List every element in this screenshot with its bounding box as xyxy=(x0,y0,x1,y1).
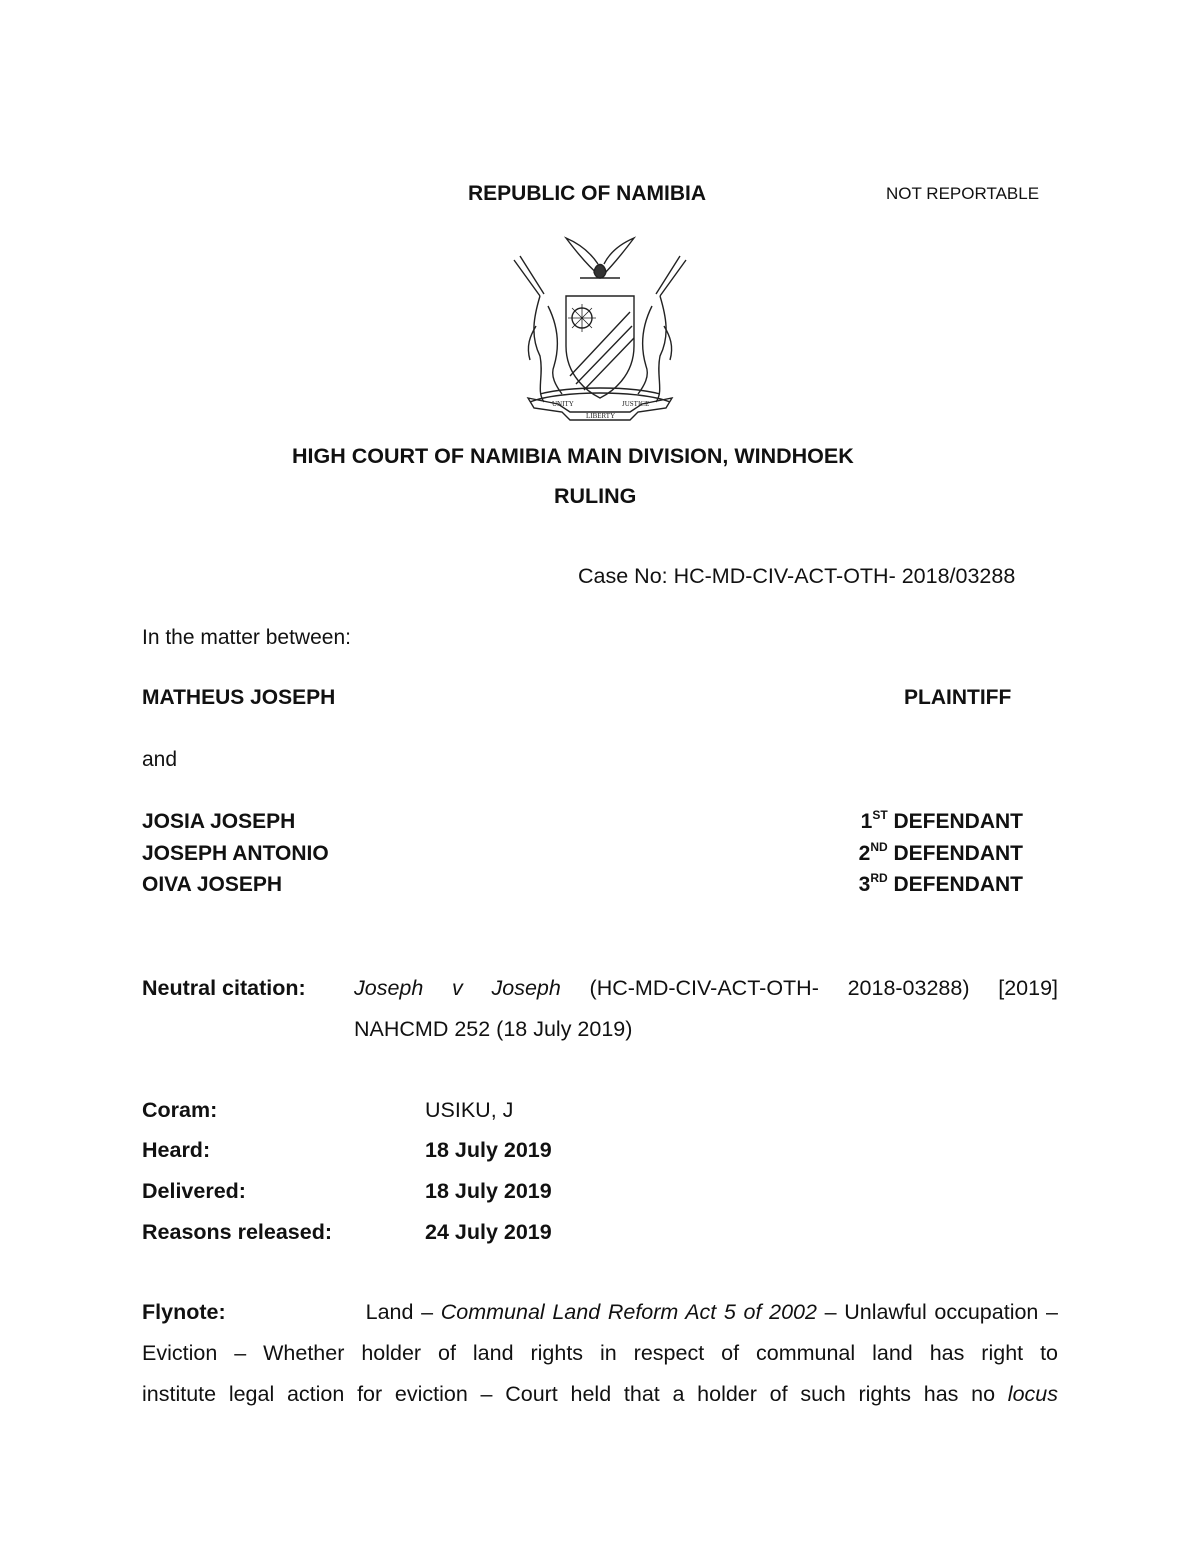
flynote-line-2: Eviction – Whether holder of land rights in respect of communal land has right to xyxy=(142,1341,1058,1365)
citation-line-2: NAHCMD 252 (18 July 2019) xyxy=(354,1017,633,1041)
defendant-2-role xyxy=(859,842,1023,866)
ordinal-suffix: ND xyxy=(870,840,888,854)
defendant-2-name: JOSEPH ANTONIO xyxy=(142,842,329,865)
citation-case-name: Joseph v Joseph xyxy=(354,976,561,1000)
flynote-act-name: Communal Land Reform Act 5 of 2002 xyxy=(440,1300,817,1324)
matter-between: In the matter between: xyxy=(142,626,351,649)
heard-value: 18 July 2019 xyxy=(425,1138,552,1162)
ordinal-suffix: RD xyxy=(870,871,888,885)
ordinal-suffix: ST xyxy=(872,808,888,822)
coram-value: USIKU, J xyxy=(425,1098,514,1122)
flynote-line-1 xyxy=(142,1292,1058,1333)
motto-unity: UNITY xyxy=(552,400,574,408)
defendant-3-name: OIVA JOSEPH xyxy=(142,873,283,896)
defendant-1-name: JOSIA JOSEPH xyxy=(142,810,296,833)
court-heading: HIGH COURT OF NAMIBIA MAIN DIVISION, WINDHOEK xyxy=(292,444,854,468)
plaintiff-role: PLAINTIFF xyxy=(904,686,1012,709)
heard-label: Heard: xyxy=(142,1138,211,1162)
delivered-label: Delivered: xyxy=(142,1179,246,1203)
motto-liberty: LIBERTY xyxy=(586,412,616,420)
coat-of-arms-emblem xyxy=(500,226,700,421)
plaintiff-name: MATHEUS JOSEPH xyxy=(142,686,336,709)
flynote-line-3 xyxy=(142,1374,1058,1415)
flynote-paragraph xyxy=(142,1292,1058,1415)
reasons-released-label: Reasons released: xyxy=(142,1220,333,1244)
and-text: and xyxy=(142,748,178,771)
ordinal: 3 xyxy=(858,873,871,896)
flynote-text: institute legal action for eviction – Court held that a holder of such rights has no xyxy=(142,1382,1008,1406)
ordinal: 1 xyxy=(860,810,873,833)
citation-reference: (HC-MD-CIV-ACT-OTH- 2018-03288) [2019] xyxy=(560,976,1058,1000)
citation-label: Neutral citation: xyxy=(142,976,306,1000)
republic-heading: REPUBLIC OF NAMIBIA xyxy=(468,182,706,205)
role-label: DEFENDANT xyxy=(887,873,1023,896)
role-label: DEFENDANT xyxy=(887,842,1023,865)
role-label: DEFENDANT xyxy=(887,810,1023,833)
reportable-label: NOT REPORTABLE xyxy=(886,184,1040,203)
case-number: Case No: HC-MD-CIV-ACT-OTH- 2018/03288 xyxy=(578,564,1016,588)
delivered-value: 18 July 2019 xyxy=(425,1179,552,1203)
defendant-3-role xyxy=(859,873,1023,897)
flynote-text: – Unlawful occupation – xyxy=(816,1300,1059,1324)
ordinal: 2 xyxy=(858,842,871,865)
flynote-label: Flynote: xyxy=(142,1300,226,1324)
citation-line-1 xyxy=(354,976,1058,1001)
flynote-locus: locus xyxy=(1007,1382,1058,1406)
flynote-text: Land – xyxy=(365,1300,441,1324)
emblem-drawing xyxy=(500,226,700,421)
reasons-released-value: 24 July 2019 xyxy=(425,1220,552,1244)
coram-label: Coram: xyxy=(142,1098,218,1122)
ruling-heading: RULING xyxy=(554,484,637,508)
defendant-1-role xyxy=(861,810,1023,834)
motto-justice: JUSTICE xyxy=(622,400,650,408)
